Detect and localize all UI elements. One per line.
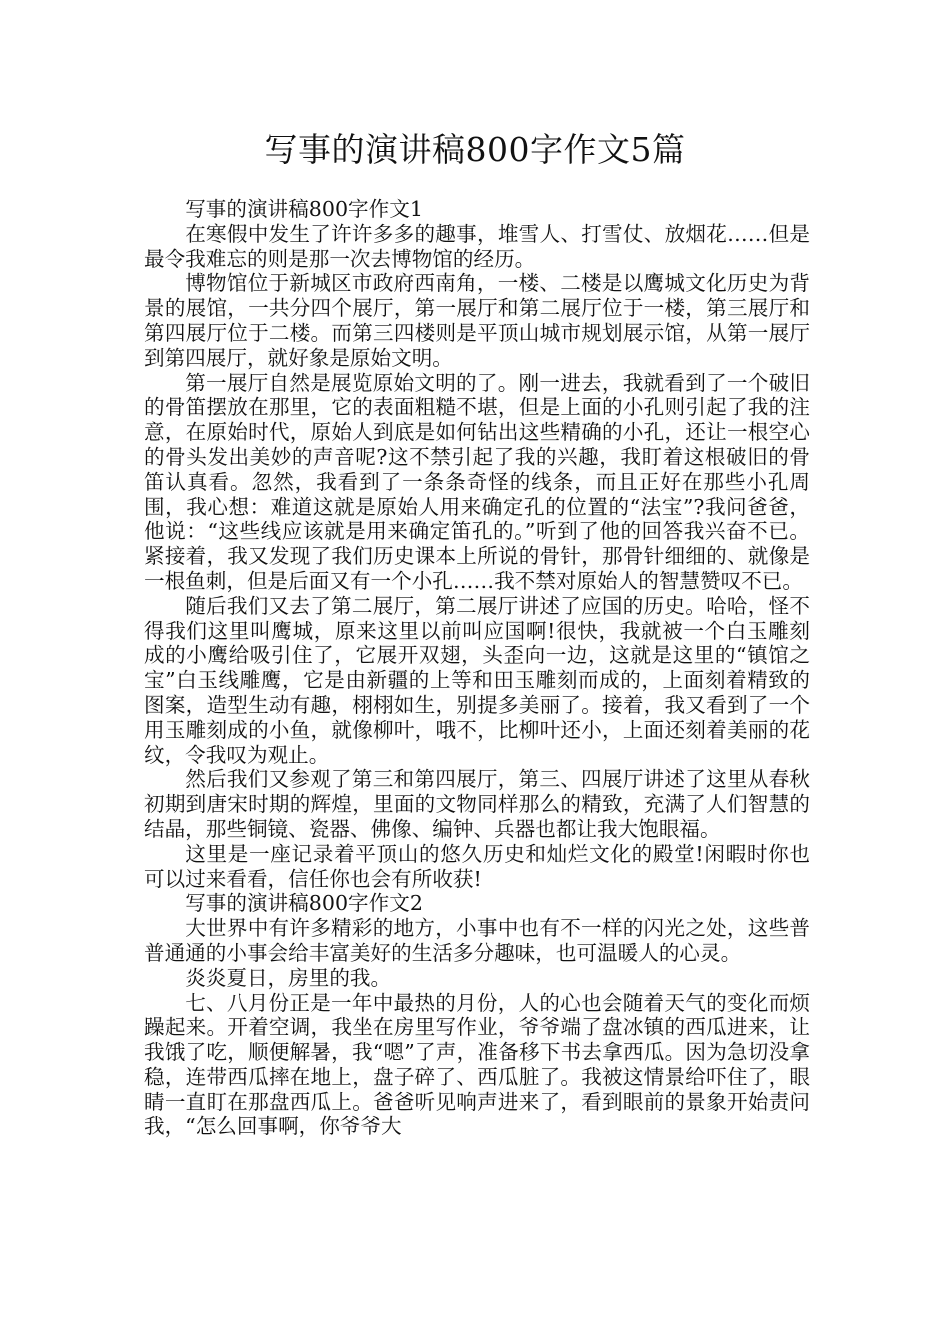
section-heading-2: 写事的演讲稿800字作文2 — [185, 891, 423, 916]
paragraph: 七、八月份正是一年中最热的月份，人的心也会随着天气的变化而烦躁起来。开着空调，我坐在房里写作业，爷爷端了盘冰镇的西瓜进来，让我饿了吃，顺便解暑，我“嗯”了声，准备移下书去拿西瓜。因为急切没拿稳，连带西瓜摔在地上，盘子碎了、西瓜脏了。我被这情景给吓住了，眼睛一直盯在那盘西瓜上。爸爸听见响声进来了，看到眼前的景象开始责问我，“怎么回事啊，你爷爷大 — [144, 990, 810, 1139]
paragraph: 这里是一座记录着平顶山的悠久历史和灿烂文化的殿堂!闲暇时你也可以过来看看，信任你也会有所收获! — [144, 841, 810, 891]
paragraph: 随后我们又去了第二展厅，第二展厅讲述了应国的历史。哈哈，怪不得我们这里叫鹰城，原来这里以前叫应国啊!很快，我就被一个白玉雕刻成的小鹰给吸引住了，它展开双翅，头歪向一边，这就是这里的“镇馆之宝”白玉线雕鹰，它是由新疆的上等和田玉雕刻而成的，上面刻着精致的图案，造型生动有趣，栩栩如生，别提多美丽了。接着，我又看到了一个用玉雕刻成的小鱼，就像柳叶，哦不，比柳叶还小，上面还刻着美丽的花纹，令我叹为观止。 — [144, 593, 810, 767]
paragraph: 第一展厅自然是展览原始文明的了。刚一进去，我就看到了一个破旧的骨笛摆放在那里，它的表面粗糙不堪，但是上面的小孔则引起了我的注意，在原始时代，原始人到底是如何钻出这些精确的小孔，还让一根空心的骨头发出美妙的声音呢?这不禁引起了我的兴趣，我盯着这根破旧的骨笛认真看。忽然，我看到了一条条奇怪的线条，而且正好在那些小孔周围，我心想：难道这就是原始人用来确定孔的位置的“法宝”?我问爸爸，他说：“这些线应该就是用来确定笛孔的。”听到了他的回答我兴奋不已。紧接着，我又发现了我们历史课本上所说的骨针，那骨针细细的、就像是一根鱼刺，但是后面又有一个小孔……我不禁对原始人的智慧赞叹不已。 — [144, 370, 810, 593]
paragraph: 博物馆位于新城区市政府西南角，一楼、二楼是以鹰城文化历史为背景的展馆，一共分四个展厅，第一展厅和第二展厅位于一楼，第三展厅和第四展厅位于二楼。而第三四楼则是平顶山城市规划展示馆，从第一展厅到第四展厅，就好象是原始文明。 — [144, 271, 810, 370]
paragraph: 炎炎夏日，房里的我。 — [185, 965, 392, 990]
section-heading-1: 写事的演讲稿800字作文1 — [185, 197, 423, 221]
paragraph: 大世界中有许多精彩的地方，小事中也有不一样的闪光之处，这些普普通通的小事会给丰富美好的生活多分趣味，也可温暖人的心灵。 — [144, 916, 810, 965]
paragraph: 在寒假中发生了许许多多的趣事，堆雪人、打雪仗、放烟花……但是最令我难忘的则是那一次去博物馆的经历。 — [144, 221, 810, 271]
document-title: 写事的演讲稿800字作文5篇 — [264, 130, 686, 169]
document-body — [144, 197, 810, 1139]
paragraph: 然后我们又参观了第三和第四展厅，第三、四展厅讲述了这里从春秋初期到唐宋时期的辉煌，里面的文物同样那么的精致，充满了人们智慧的结晶，那些铜镜、瓷器、佛像、编钟、兵器也都让我大饱眼福。 — [144, 767, 810, 841]
